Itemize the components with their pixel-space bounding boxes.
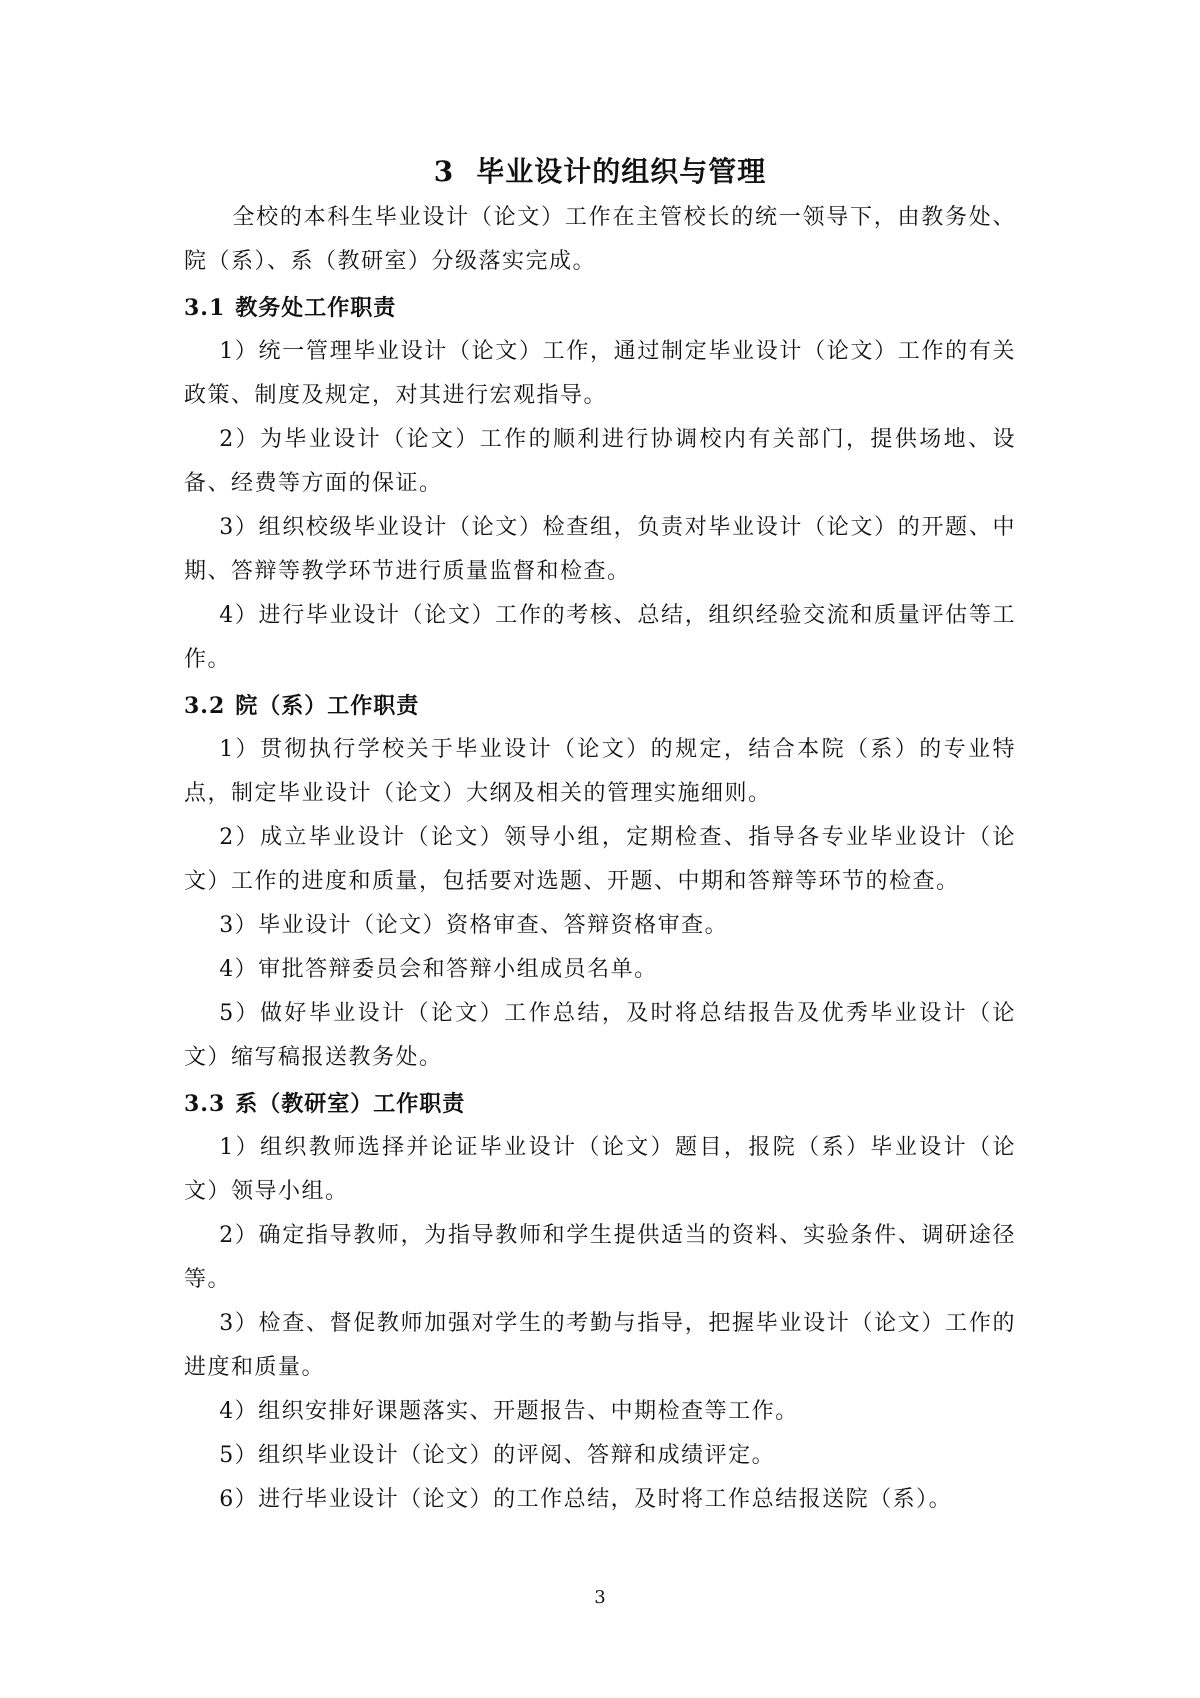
section-number: 3.3 xyxy=(184,1091,226,1117)
list-item: 3）组织校级毕业设计（论文）检查组，负责对毕业设计（论文）的开题、中期、答辩等教学环节进行质量监督和检查。 xyxy=(184,515,1016,584)
list-item: 4）审批答辩委员会和答辩小组成员名单。 xyxy=(219,957,658,982)
list-item: 5）做好毕业设计（论文）工作总结，及时将总结报告及优秀毕业设计（论文）缩写稿报送教务处。 xyxy=(184,1001,1016,1070)
list-item: 2）确定指导教师，为指导教师和学生提供适当的资料、实验条件、调研途径等。 xyxy=(184,1223,1016,1292)
section-title: 系（教研室）工作职责 xyxy=(235,1091,466,1117)
section-3-1 xyxy=(184,286,1016,682)
list-item: 6）进行毕业设计（论文）的工作总结，及时将工作总结报送院（系）。 xyxy=(219,1487,953,1512)
list-item: 4）组织安排好课题落实、开题报告、中期检查等工作。 xyxy=(219,1399,799,1424)
section-heading xyxy=(184,286,1016,330)
list-item: 2）成立毕业设计（论文）领导小组，定期检查、指导各专业毕业设计（论文）工作的进度和质量，包括要对选题、开题、中期和答辩等环节的检查。 xyxy=(184,825,1016,894)
list-item: 3）毕业设计（论文）资格审查、答辩资格审查。 xyxy=(219,913,729,938)
section-title: 教务处工作职责 xyxy=(235,295,397,321)
list-item: 1）组织教师选择并论证毕业设计（论文）题目，报院（系）毕业设计（论文）领导小组。 xyxy=(184,1135,1016,1204)
chapter-number: 3 xyxy=(433,155,455,188)
section-number: 3.1 xyxy=(184,295,226,321)
list-item: 4）进行毕业设计（论文）工作的考核、总结，组织经验交流和质量评估等工作。 xyxy=(184,603,1016,672)
chapter-title xyxy=(184,152,1016,192)
list-item: 2）为毕业设计（论文）工作的顺利进行协调校内有关部门，提供场地、设备、经费等方面的保证。 xyxy=(184,427,1016,496)
list-item: 3）检查、督促教师加强对学生的考勤与指导，把握毕业设计（论文）工作的进度和质量。 xyxy=(184,1311,1016,1380)
section-number: 3.2 xyxy=(184,693,226,719)
list-item: 1）贯彻执行学校关于毕业设计（论文）的规定，结合本院（系）的专业特点，制定毕业设计（论文）大纲及相关的管理实施细则。 xyxy=(184,737,1016,806)
page-content xyxy=(184,152,1016,1522)
section-3-2 xyxy=(184,684,1016,1080)
list-item: 5）组织毕业设计（论文）的评阅、答辩和成绩评定。 xyxy=(219,1443,776,1468)
section-3-3 xyxy=(184,1082,1016,1522)
section-title: 院（系）工作职责 xyxy=(235,693,420,719)
intro-paragraph: 全校的本科生毕业设计（论文）工作在主管校长的统一领导下，由教务处、院（系）、系（教研室）分级落实完成。 xyxy=(184,205,1016,274)
chapter-title-text: 毕业设计的组织与管理 xyxy=(476,155,767,188)
section-heading xyxy=(184,1082,1016,1126)
list-item: 1）统一管理毕业设计（论文）工作，通过制定毕业设计（论文）工作的有关政策、制度及规定，对其进行宏观指导。 xyxy=(184,339,1016,408)
section-heading xyxy=(184,684,1016,728)
page-number: 3 xyxy=(594,1587,606,1608)
